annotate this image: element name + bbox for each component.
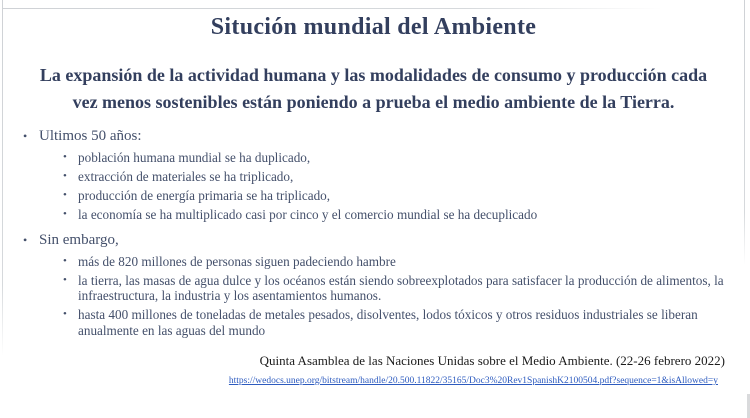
bullet-item-level2: [23, 307, 744, 338]
bullet-list: [3, 126, 744, 338]
source-link-line: [3, 376, 744, 386]
slide-canvas: [3, 9, 744, 418]
bullet-marker: •: [63, 189, 67, 202]
bullet-item-level2: [23, 207, 744, 222]
bullet-item-level1: [23, 126, 744, 146]
bullet-item-level2: [23, 150, 744, 165]
bullet-marker: •: [63, 208, 67, 221]
bullet-marker: •: [63, 254, 67, 267]
bullet-marker: •: [63, 273, 67, 286]
bullet-item-level2: [23, 169, 744, 184]
bullet-text: producción de energía primaria se ha triplicado,: [78, 188, 331, 204]
bullet-text: población humana mundial se ha duplicado,: [78, 150, 311, 166]
bullet-section-last-50-years: [23, 126, 744, 223]
bullet-marker: •: [63, 170, 67, 183]
bullet-marker: •: [23, 129, 28, 143]
bullet-text: extracción de materiales se ha triplicado,: [78, 169, 294, 185]
bullet-text: la economía se ha multiplicado casi por cinco y el comercio mundial se ha decuplicado: [78, 207, 538, 223]
bullet-text: más de 820 millones de personas siguen padeciendo hambre: [78, 253, 396, 269]
bullet-text: Sin embargo,: [39, 231, 119, 248]
bullet-text: hasta 400 millones de toneladas de metales pesados, disolventes, lodos tóxicos y otros residuos industriales se liberan anualmente en las aguas del mundo: [78, 307, 698, 338]
bullet-text: la tierra, las masas de agua dulce y los océanos están siendo sobreexplotados para satisfacer la producción de alimentos, la infraestructura, la industria y los asentamientos humanos.: [78, 272, 724, 304]
slide-subtitle: La expansión de la actividad humana y las modalidades de consumo y producción cada vez menos sostenibles están poniendo a prueba el medio ambiente de la Tierra.: [39, 65, 708, 112]
slide-border-right: [744, 0, 745, 265]
bullet-marker: •: [63, 308, 67, 321]
bullet-item-level2: [23, 254, 744, 269]
citation-text: Quinta Asamblea de las Naciones Unidas sobre el Medio Ambiente. (22-26 febrero 2022): [259, 353, 725, 368]
bullet-section-however: [23, 230, 744, 338]
bullet-item-level2: [23, 188, 744, 203]
slide-title: Situción mundial del Ambiente: [210, 14, 537, 40]
bullet-text: Ultimos 50 años:: [39, 128, 142, 144]
bullet-item-level2: [23, 273, 744, 304]
bullet-marker: •: [63, 151, 67, 164]
bullet-marker: •: [23, 232, 28, 247]
source-link[interactable]: https://wedocs.unep.org/bitstream/handle/20.500.11822/35165/Doc3%20Rev1SpanishK2100504.pdf?sequence=1&isAllowed=y: [228, 376, 718, 386]
bullet-item-level1: [23, 230, 744, 250]
